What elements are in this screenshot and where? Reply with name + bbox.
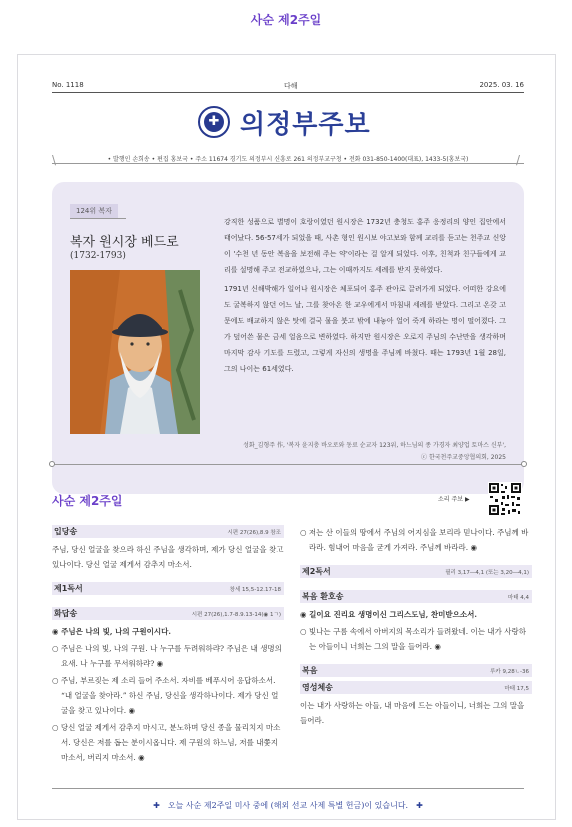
qr-code-icon[interactable] <box>488 482 522 516</box>
art-credit <box>224 440 506 464</box>
psalm-verse: ○ 주님, 부르짖는 제 소리 들어 주소서. 자비를 베푸시어 응답하소서. “내 얼굴을 찾아라.” 하신 주님, 당신을 생각하나이다. 제가 당신 얼굴을 찾고 있나이다. ◉ <box>52 676 279 715</box>
copyright-line: ⓒ 한국천주교중앙협의회, 2025 <box>421 454 506 461</box>
bulletin-page <box>17 54 556 820</box>
diocese-emblem-icon: ✚ <box>198 106 230 138</box>
entrance-antiphon-header: 입당송 시편 27(26),8.9 참조 <box>52 525 284 538</box>
masthead-rule <box>52 92 524 93</box>
section-title: 사순 제2주일 <box>52 494 123 508</box>
acclamation-verse: ○ 빛나는 구름 속에서 아버지의 목소리가 들려왔네. 이는 내가 사랑하는 아들이니 너희는 그의 말을 들어라. ◉ <box>300 627 526 651</box>
story-paragraph: 1791년 신해박해가 일어나 원시장은 체포되어 홍주 관아로 끌려가게 되었다. 어떠한 강요에도 굴복하지 않던 어느 날, 그를 찾아온 한 교우에게서 마침내 세례를 받았다. 그리고 온갖 고문에도 배교하지 않은 탓에 결국 물을 붓고 밖에 내놓아 얼어 죽게 하라는 명이 떨어졌다. 그가 덮어쓴 물은 금세 얼음으로 변하였다. 하지만 원시장은 오로지 주님의 수난만을 생각하며 마지막 감사 기도를 드렸고, 그렇게 자신의 생명을 주님께 바쳤다. 때는 1793년 1월 28일, 그의 나이는 61세였다. <box>224 285 506 373</box>
feature-tag: 124위 복자 <box>70 204 118 218</box>
saint-portrait <box>70 270 200 434</box>
issue-number: No. 1118 <box>52 81 84 89</box>
saint-feature <box>52 182 524 494</box>
acclamation-response: ◉ 길이요 진리요 생명이신 그리스도님, 찬미받으소서. <box>300 610 477 619</box>
publisher-info: • 발행인 손희송 • 편집 홍보국 • 주소 11674 경기도 의정부시 신흥로 261 의정부교구청 • 전화 031-850-1400(대표), 1433-5(홍보국) <box>107 156 469 163</box>
liturgy-right-column <box>300 525 532 738</box>
psalm-header: 화답송 시편 27(26),1.7-8.9.13-14(◉ 1ㄱ) <box>52 607 284 620</box>
gospel-header: 복음 루카 9,28ㄴ-36 <box>300 664 532 677</box>
psalm-verse: ○ 당신 얼굴 제게서 감추지 마시고, 분노하며 당신 종을 물리치지 마소서. 당신은 저를 돕는 분이시옵니다. 제 구원의 하느님, 저를 내쫓지 마소서, 버리지 마소서. ◉ <box>52 723 281 762</box>
info-rule <box>52 163 524 164</box>
psalm-verse: ○ 주님은 나의 빛, 나의 구원. 나 누구를 두려워하랴? 주님은 내 생명의 요새. 나 누구를 무서워하랴? ◉ <box>52 644 282 668</box>
slash-decoration-icon: \ <box>52 153 57 167</box>
communion-antiphon-text: 이는 내가 사랑하는 아들, 내 마음에 드는 아들이니, 너희는 그의 말을 들어라. <box>300 701 525 725</box>
issue-date: 2025. 03. 16 <box>479 81 524 89</box>
divider-dot-icon <box>49 461 55 467</box>
tag-underline <box>70 218 126 219</box>
audio-bulletin-link[interactable]: 소리 주보 ▶ <box>438 496 470 503</box>
liturgy-left-column <box>52 525 284 767</box>
slash-decoration-icon: / <box>516 153 521 167</box>
page-title: 사순 제2주일 <box>250 13 322 27</box>
psalm-response: ◉ 주님은 나의 빛, 나의 구원이시다. <box>52 627 172 636</box>
saint-story <box>224 214 506 380</box>
notice-text: 오늘 사순 제2주일 미사 중에 (해외 선교 사제 특별 헌금)이 있습니다. <box>167 801 409 810</box>
saint-name: 복자 원시장 베드로 <box>70 235 179 250</box>
saint-years: (1732-1793) <box>70 251 126 261</box>
logo <box>198 105 371 139</box>
footer-rule <box>52 788 524 789</box>
section-divider <box>52 464 524 465</box>
collection-notice <box>52 800 524 811</box>
logo-title: 의정부주보 <box>240 109 371 140</box>
communion-antiphon-header: 영성체송 마태 17,5 <box>300 681 532 694</box>
divider-dot-icon <box>521 461 527 467</box>
cross-icon: ✚ <box>153 801 160 810</box>
cross-icon: ✚ <box>416 801 423 810</box>
story-paragraph: 강직한 성품으로 별명이 호랑이였던 원시장은 1732년 충청도 홍주 응정리의 양인 집안에서 태어났다. 56-57세가 되었을 때, 사촌 형인 원시보 야고보와 함께 교리를 듣고는 천주교 신앙이 '수천 년 동안 복음을 보전해 주는 약'이라는 걸 알게 되었다. 이후, 친척과 친구들에게 교리를 설명해 주고 전교하였으나, 그는 이때까지도 세례를 받지 못하였다. <box>224 218 506 274</box>
gospel-acclamation-header: 복음 환호송 마태 4,4 <box>300 590 532 603</box>
second-reading-header: 제2독서 필리 3,17―4,1 (또는 3,20―4,1) <box>300 565 532 578</box>
credit-line: 성화_김형주 作, '복자 윤지충 바오로와 동료 순교자 123위, 하느님의 종 가경자 최양업 토마스 신부', <box>243 442 506 449</box>
liturgical-year: 다해 <box>284 82 298 90</box>
first-reading-header: 제1독서 창세 15,5-12.17-18 <box>52 582 284 595</box>
psalm-verse: ○ 저는 산 이들의 땅에서 주님의 어지심을 보리라 믿나이다. 주님께 바라라. 힘내어 마음을 굳게 가져라. 주님께 바라라. ◉ <box>300 528 529 552</box>
entrance-antiphon-text: 주님, 당신 얼굴을 찾으라 하신 주님을 생각하며, 제가 당신 얼굴을 찾고 있나이다. 당신 얼굴 제게서 감추지 마소서. <box>52 545 284 569</box>
